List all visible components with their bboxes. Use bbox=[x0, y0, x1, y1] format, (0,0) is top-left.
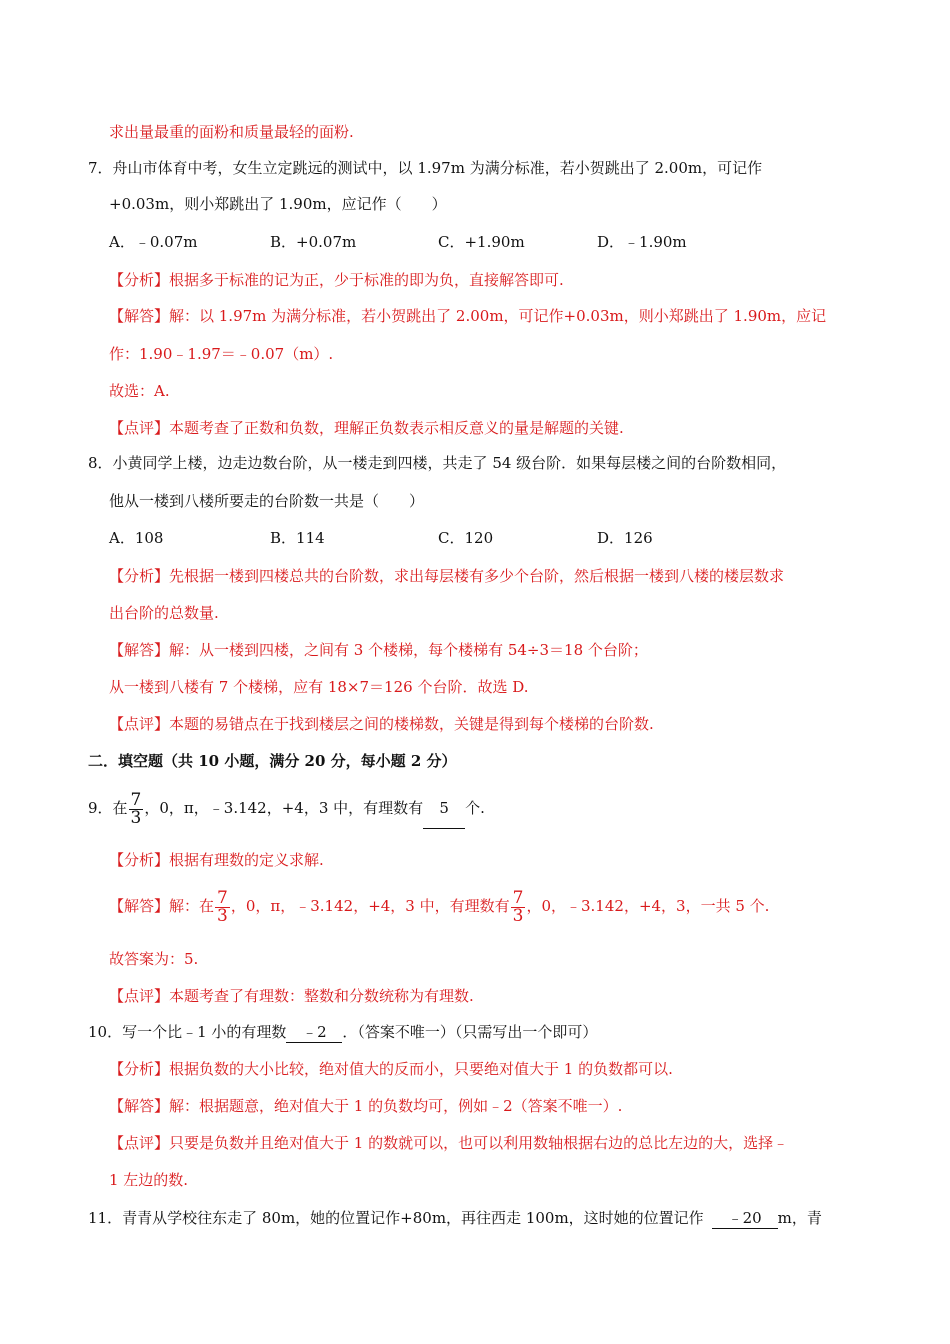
solution-middle: ，0，π，﹣3.142，+4，3 中，有理数有 bbox=[230, 897, 510, 915]
analysis: 【分析】先根据一楼到四楼总共的台阶数，求出每层楼有多少个台阶，然后根据一楼到八楼的楼层数求 bbox=[109, 567, 785, 585]
analysis-cont: 出台阶的总数量. bbox=[109, 604, 219, 622]
solution-suffix: ，0，﹣3.142，+4，3，一共 5 个. bbox=[526, 897, 770, 915]
question-8-stem: 8．小黄同学上楼，边走边数台阶，从一楼走到四楼，共走了 54 级台阶．如果每层楼之间的台阶数相同， bbox=[88, 454, 787, 472]
q9-suffix: 个. bbox=[465, 799, 485, 817]
q10-suffix: ．（答案不唯一）（只需写出一个即可） bbox=[342, 1023, 598, 1041]
q9-prefix: 9．在 bbox=[88, 799, 128, 817]
q11-suffix: m，青 bbox=[777, 1209, 822, 1227]
answer-choice: 故选：A. bbox=[109, 382, 170, 400]
analysis: 【分析】根据负数的大小比较，绝对值大的反而小，只要绝对值大于 1 的负数都可以. bbox=[109, 1060, 673, 1078]
solution-cont: 从一楼到八楼有 7 个楼梯，应有 18×7＝126 个台阶．故选 D. bbox=[109, 678, 529, 696]
option-a: A．108 bbox=[109, 529, 164, 547]
analysis: 【分析】根据多于标准的记为正，少于标准的即为负，直接解答即可. bbox=[109, 271, 564, 289]
option-d: D．﹣1.90m bbox=[597, 233, 687, 251]
section-heading: 二．填空题（共 10 小题，满分 20 分，每小题 2 分） bbox=[88, 752, 457, 770]
question-7-stem: 7．舟山市体育中考，女生立定跳远的测试中，以 1.97m 为满分标准，若小贺跳出了 2.00m，可记作 bbox=[88, 159, 763, 177]
question-7-stem-cont: +0.03m，则小郑跳出了 1.90m，应记作（ ） bbox=[109, 195, 447, 213]
fraction-numerator: 7 bbox=[217, 887, 228, 908]
option-b: B．114 bbox=[270, 529, 325, 547]
comment-cont: 1 左边的数. bbox=[109, 1171, 189, 1189]
answer-blank: 5 bbox=[423, 788, 465, 829]
fraction-denominator: 3 bbox=[217, 905, 228, 926]
option-b: B．+0.07m bbox=[270, 233, 357, 251]
comment: 【点评】本题考查了有理数：整数和分数统称为有理数. bbox=[109, 987, 474, 1005]
solution-prefix: 【解答】解：在 bbox=[109, 897, 215, 915]
question-10-stem bbox=[88, 1022, 597, 1043]
question-11-stem bbox=[88, 1208, 822, 1229]
solution bbox=[109, 886, 769, 926]
q11-prefix: 11．青青从学校往东走了 80m，她的位置记作+80m，再往西走 100m，这时她的位置记作 bbox=[88, 1209, 704, 1227]
option-c: C．+1.90m bbox=[438, 233, 525, 251]
answer-blank: ﹣20 bbox=[712, 1208, 778, 1229]
option-d: D．126 bbox=[597, 529, 653, 547]
fraction bbox=[129, 789, 144, 828]
comment: 【点评】只要是负数并且绝对值大于 1 的数就可以，也可以利用数轴根据右边的总比左边的大，选择﹣ bbox=[109, 1134, 789, 1152]
solution: 【解答】解：根据题意，绝对值大于 1 的负数均可，例如﹣2（答案不唯一）. bbox=[109, 1097, 623, 1115]
comment: 【点评】本题的易错点在于找到楼层之间的楼梯数，关键是得到每个楼梯的台阶数. bbox=[109, 715, 654, 733]
fraction-denominator: 3 bbox=[512, 905, 524, 926]
analysis: 【分析】根据有理数的定义求解. bbox=[109, 851, 324, 869]
answer-blank: ﹣2 bbox=[286, 1022, 342, 1043]
question-8-stem-cont: 他从一楼到八楼所要走的台阶数一共是（ ） bbox=[109, 492, 425, 510]
solution: 【解答】解：以 1.97m 为满分标准，若小贺跳出了 2.00m，可记作+0.03m，则小郑跳出了 1.90m，应记 bbox=[109, 307, 827, 325]
text-line: 求出量最重的面粉和质量最轻的面粉. bbox=[109, 123, 354, 141]
fraction bbox=[215, 887, 230, 926]
solution: 【解答】解：从一楼到四楼，之间有 3 个楼梯，每个楼梯有 54÷3＝18 个台阶； bbox=[109, 641, 648, 659]
option-c: C．120 bbox=[438, 529, 494, 547]
fraction-numerator: 7 bbox=[512, 887, 524, 908]
fraction-denominator: 3 bbox=[130, 807, 142, 828]
fraction-numerator: 7 bbox=[130, 789, 142, 810]
q9-middle: ，0，π，﹣3.142，+4，3 中，有理数有 bbox=[144, 799, 424, 817]
solution-cont: 作：1.90﹣1.97＝﹣0.07（m）. bbox=[109, 345, 334, 363]
q10-prefix: 10．写一个比﹣1 小的有理数 bbox=[88, 1023, 287, 1041]
question-9-stem bbox=[88, 788, 485, 829]
final-answer: 故答案为：5. bbox=[109, 950, 199, 968]
fraction bbox=[511, 887, 526, 926]
option-a: A．﹣0.07m bbox=[109, 233, 198, 251]
comment: 【点评】本题考查了正数和负数，理解正负数表示相反意义的量是解题的关键. bbox=[109, 419, 624, 437]
